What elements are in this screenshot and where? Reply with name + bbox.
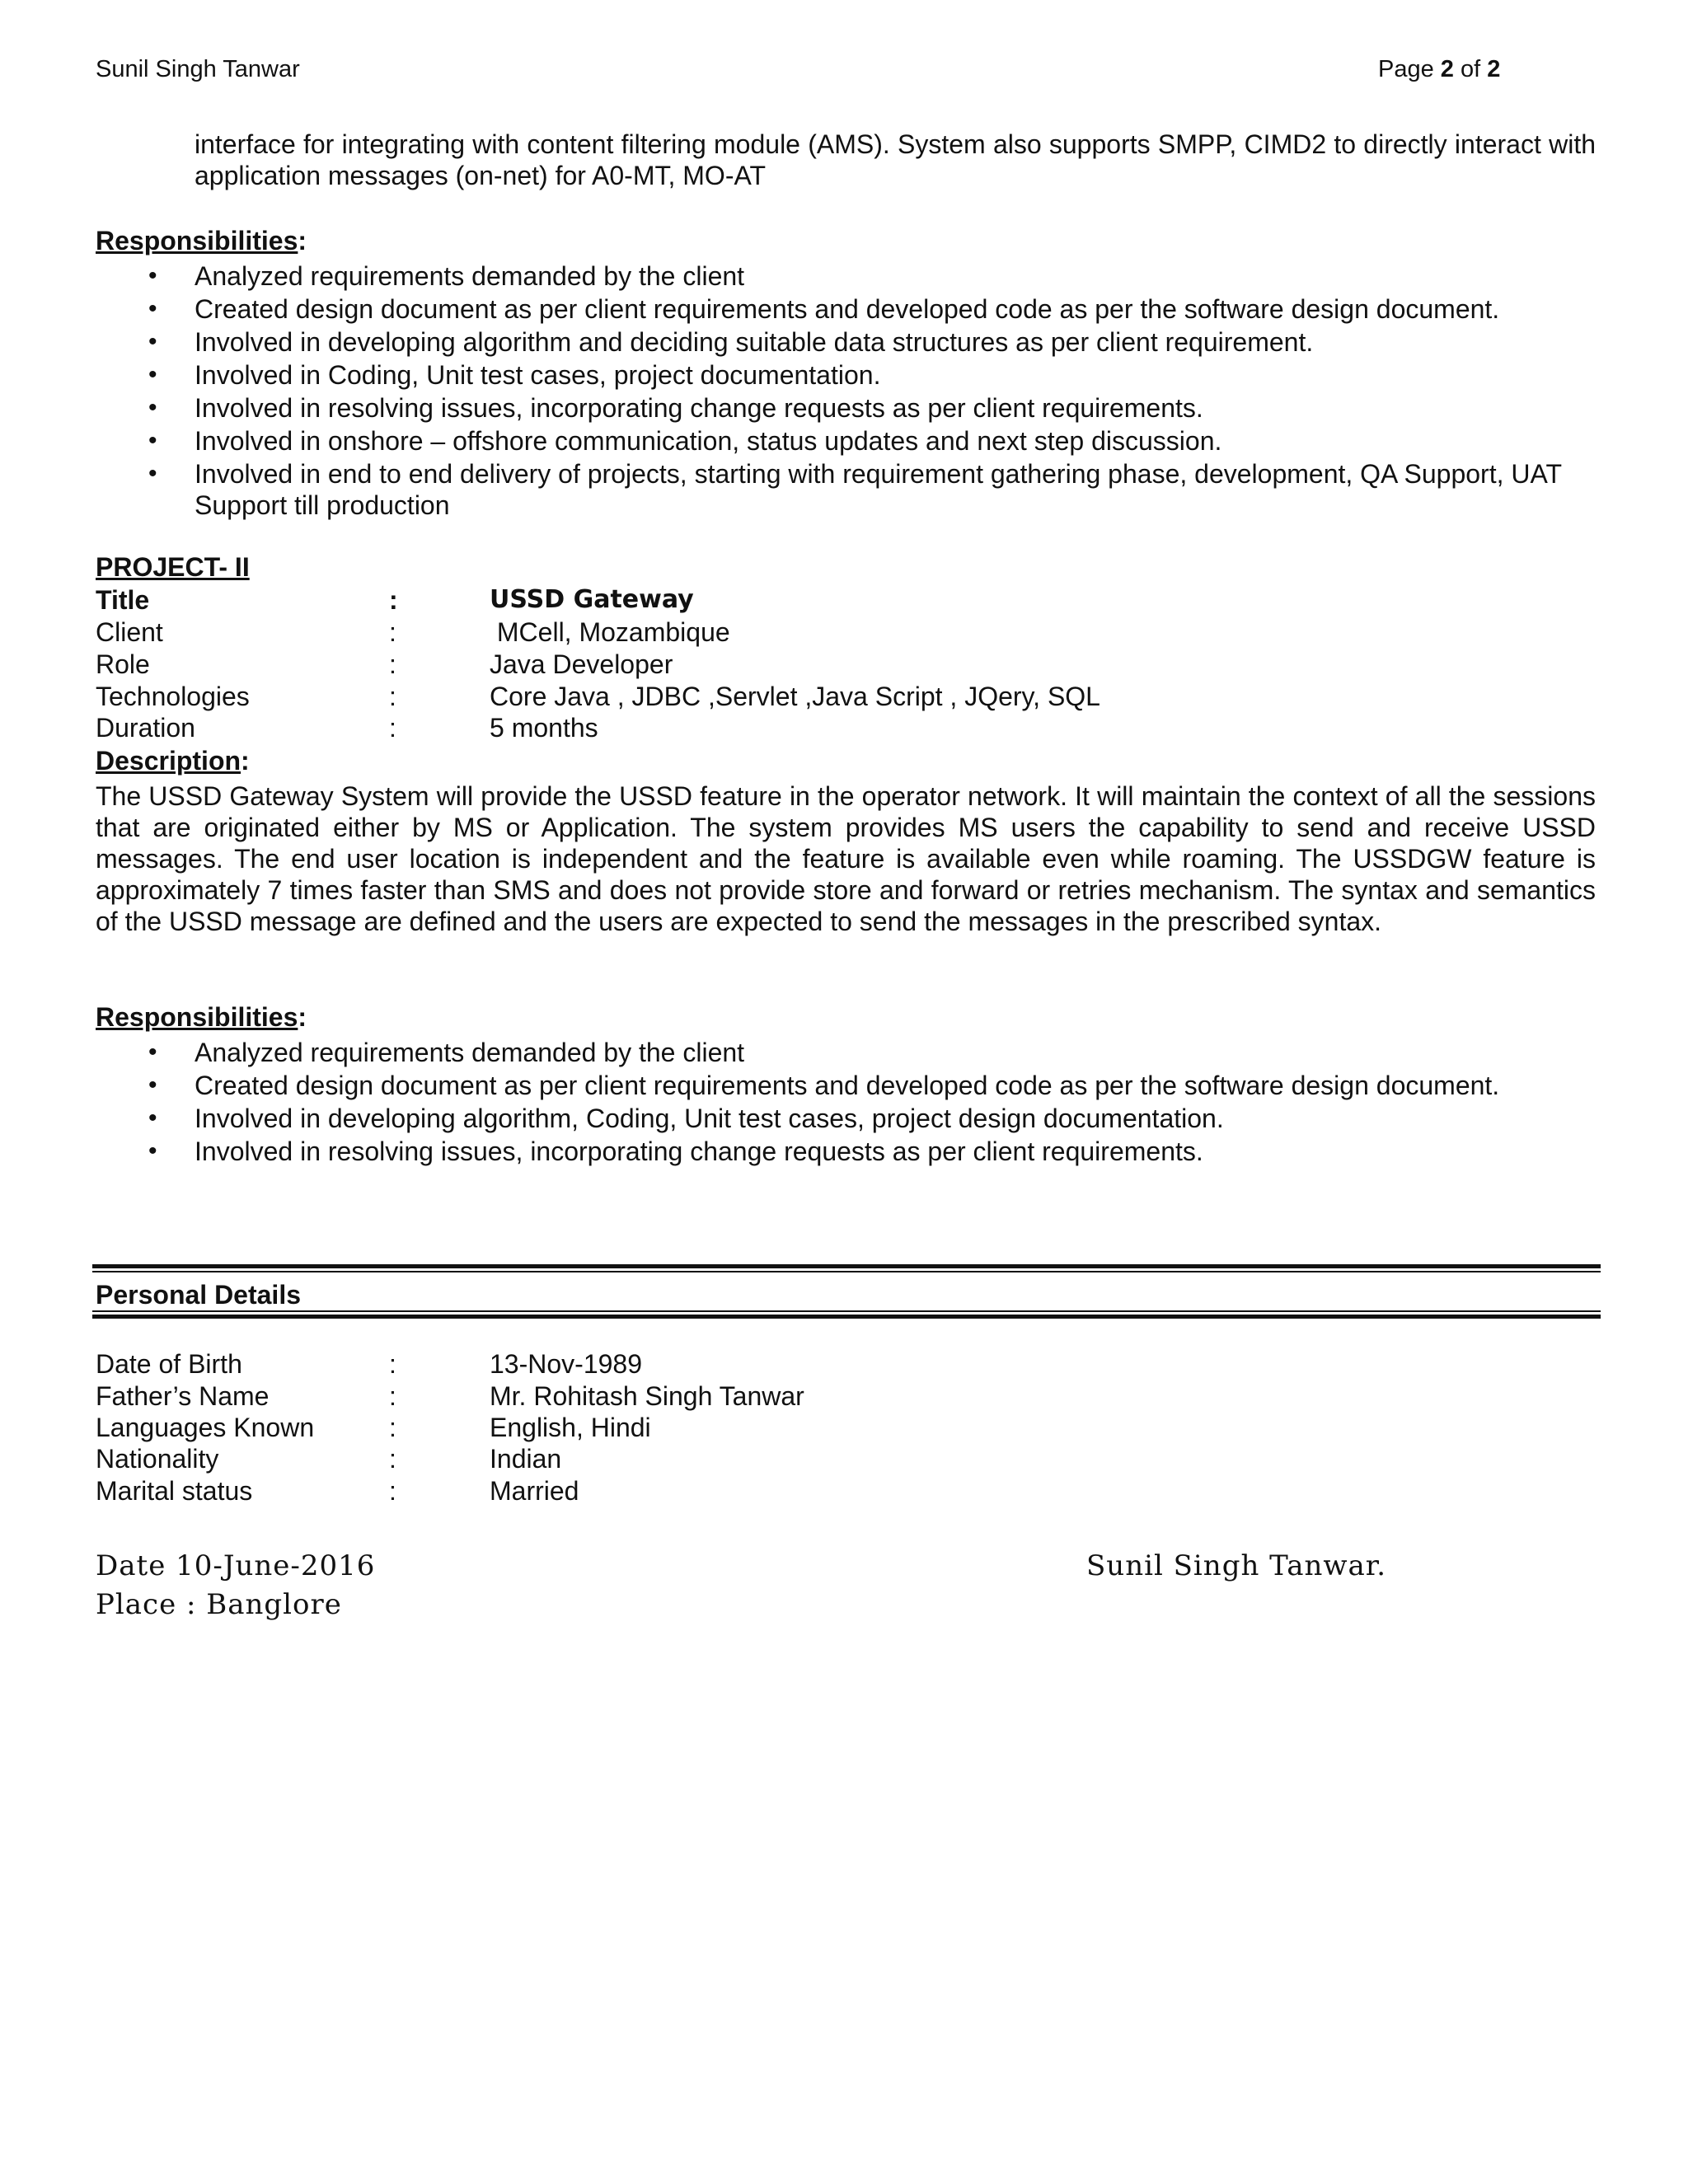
list-item-text: Involved in developing algorithm, Coding, Unit test cases, project design documentation. — [195, 1104, 1224, 1133]
field-label: Duration — [96, 713, 195, 743]
list-item — [148, 359, 1612, 391]
responsibilities-colon: : — [298, 226, 307, 255]
list-item — [148, 1070, 1612, 1101]
field-label: Date of Birth — [96, 1349, 242, 1379]
field-separator: : — [389, 713, 396, 743]
field-value: USSD Gateway — [490, 585, 694, 614]
list-item-text: Involved in end to end delivery of projects, starting with requirement gathering phase, development, QA Support, UAT Support till production — [195, 459, 1562, 520]
field-label: Father’s Name — [96, 1381, 270, 1411]
list-item — [148, 293, 1612, 325]
bullet-icon: • — [148, 361, 157, 388]
list-item-text: Involved in resolving issues, incorporating change requests as per client requirements. — [195, 1137, 1203, 1166]
footer-place: Place : Banglore — [96, 1588, 342, 1621]
list-item — [148, 326, 1612, 358]
list-item — [148, 260, 1612, 292]
responsibilities-list-1 — [148, 260, 1612, 523]
section-divider-top-thin — [92, 1271, 1601, 1272]
personal-details-heading: Personal Details — [96, 1280, 301, 1310]
field-label: Marital status — [96, 1476, 253, 1506]
list-item-text: Created design document as per client requirements and developed code as per the software design document. — [195, 1071, 1500, 1100]
footer-signature: Sunil Singh Tanwar. — [1086, 1549, 1387, 1582]
continued-paragraph: interface for integrating with content filtering module (AMS). System also supports SMPP, CIMD2 to directly interact with application messages (on-net) for A0-MT, MO-AT — [195, 129, 1596, 190]
bullet-icon: • — [148, 427, 157, 454]
field-label: Client — [96, 617, 163, 647]
field-label: Languages Known — [96, 1413, 315, 1442]
section-divider-top-thick — [92, 1264, 1601, 1268]
list-item-text: Created design document as per client requirements and developed code as per the software design document. — [195, 294, 1500, 324]
bullet-icon: • — [148, 262, 157, 289]
field-value: 13-Nov-1989 — [490, 1349, 642, 1379]
field-value: Married — [490, 1476, 579, 1506]
bullet-icon: • — [148, 328, 157, 355]
list-item — [148, 1103, 1612, 1134]
field-separator: : — [389, 649, 396, 679]
field-separator: : — [389, 682, 396, 711]
page-prefix: Page — [1378, 56, 1441, 82]
responsibilities-heading-text: Responsibilities — [96, 226, 298, 255]
bullet-icon: • — [148, 1071, 157, 1099]
list-item-text: Analyzed requirements demanded by the client — [195, 261, 745, 291]
header-name: Sunil Singh Tanwar — [96, 56, 300, 82]
field-separator: : — [389, 1444, 396, 1474]
description-heading — [96, 746, 250, 776]
list-item-text: Involved in developing algorithm and deciding suitable data structures as per client requirement. — [195, 327, 1314, 357]
field-value: Core Java , JDBC ,Servlet ,Java Script , JQery, SQL — [490, 682, 1100, 711]
bullet-icon: • — [148, 460, 157, 487]
description-colon: : — [241, 746, 250, 776]
field-label: Nationality — [96, 1444, 219, 1474]
field-separator: : — [389, 1413, 396, 1442]
field-label: Technologies — [96, 682, 250, 711]
field-label: Role — [96, 649, 150, 679]
project-2-heading: PROJECT- II — [96, 552, 250, 582]
section-divider-bottom-thin — [92, 1310, 1601, 1312]
list-item-text: Involved in resolving issues, incorporating change requests as per client requirements. — [195, 393, 1203, 423]
field-value: MCell, Mozambique — [490, 617, 730, 647]
field-value: Indian — [490, 1444, 562, 1474]
field-value: 5 months — [490, 713, 598, 743]
list-item-text: Involved in onshore – offshore communication, status updates and next step discussion. — [195, 426, 1222, 456]
list-item — [148, 425, 1612, 457]
field-separator: : — [389, 1381, 396, 1411]
project-description: The USSD Gateway System will provide the USSD feature in the operator network. It will maintain the context of all the sessions that are originated either by MS or Application. The system provides MS users the capability to send and receive USSD messages. The end user location is independent and the feature is available even while roaming. The USSDGW feature is approximately 7 times faster than SMS and does not provide store and forward or retries mechanism. The syntax and semantics of the USSD message are defined and the users are expected to send the messages in the prescribed syntax. — [96, 781, 1596, 936]
list-item — [148, 392, 1612, 424]
page-of: of — [1453, 56, 1488, 82]
list-item — [148, 1037, 1612, 1068]
bullet-icon: • — [148, 1104, 157, 1132]
responsibilities-heading-1 — [96, 226, 307, 256]
field-separator: : — [389, 585, 398, 615]
page-total: 2 — [1487, 56, 1501, 82]
list-item — [148, 1136, 1612, 1167]
responsibilities-list-2 — [148, 1037, 1612, 1169]
page-current: 2 — [1440, 56, 1454, 82]
footer-date: Date 10-June-2016 — [96, 1549, 376, 1582]
field-separator: : — [389, 617, 396, 647]
field-value: Java Developer — [490, 649, 673, 679]
bullet-icon: • — [148, 1137, 157, 1165]
field-separator: : — [389, 1349, 396, 1379]
bullet-icon: • — [148, 1038, 157, 1066]
bullet-icon: • — [148, 394, 157, 421]
responsibilities-heading-text: Responsibilities — [96, 1002, 298, 1032]
field-separator: : — [389, 1476, 396, 1506]
description-heading-text: Description — [96, 746, 241, 776]
list-item-text: Analyzed requirements demanded by the client — [195, 1038, 745, 1067]
responsibilities-heading-2 — [96, 1002, 307, 1033]
list-item-text: Involved in Coding, Unit test cases, project documentation. — [195, 360, 881, 390]
field-value: Mr. Rohitash Singh Tanwar — [490, 1381, 804, 1411]
field-label: Title — [96, 585, 150, 615]
bullet-icon: • — [148, 295, 157, 322]
field-value: English, Hindi — [490, 1413, 651, 1442]
section-divider-bottom-thick — [92, 1315, 1601, 1319]
responsibilities-colon: : — [298, 1002, 307, 1032]
page-number — [1378, 56, 1500, 83]
list-item — [148, 458, 1612, 521]
